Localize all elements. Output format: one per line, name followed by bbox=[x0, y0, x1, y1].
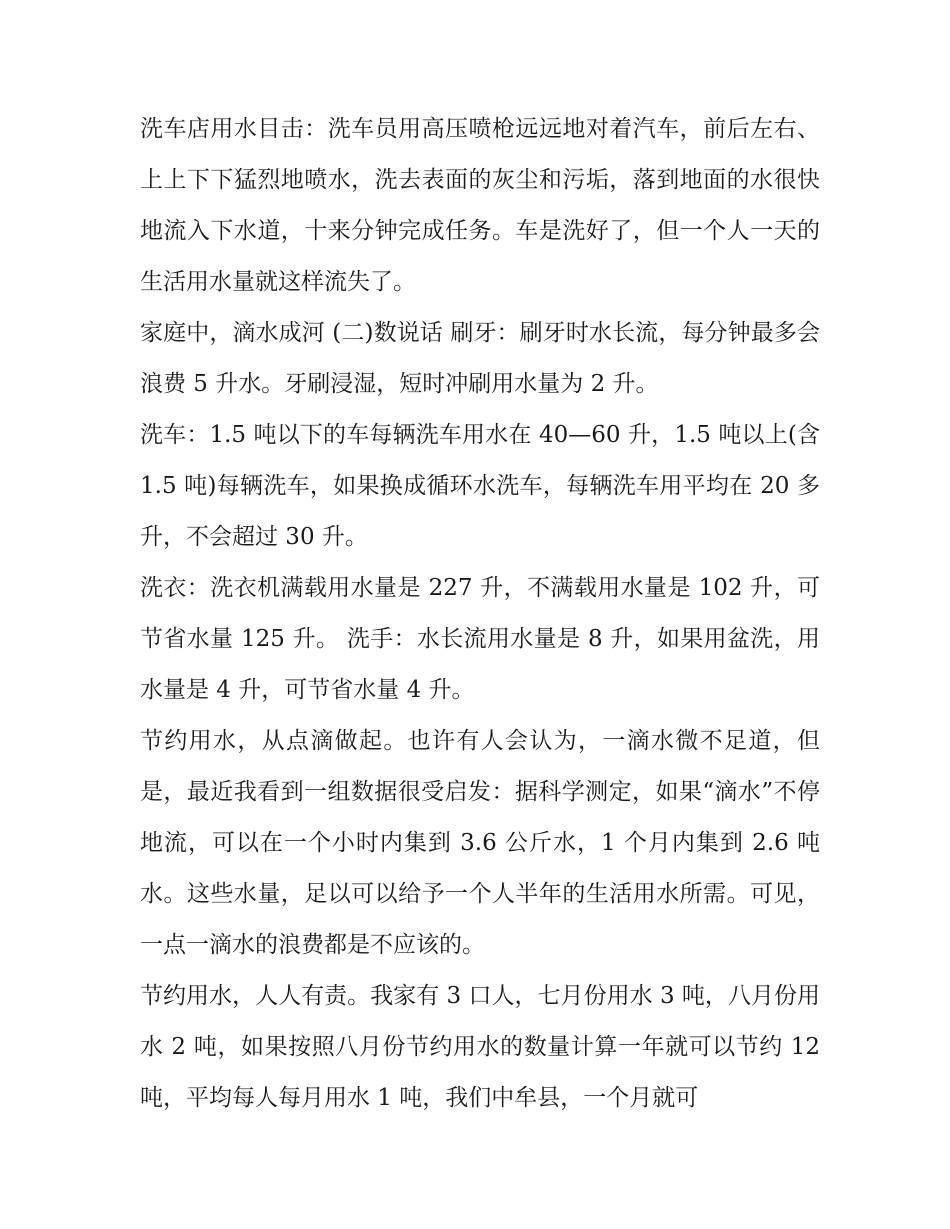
paragraph-laundry-handwashing: 洗衣：洗衣机满载用水量是 227 升，不满载用水量是 102 升，可节省水量 125 升。 洗手：水长流用水量是 8 升，如果用盆洗，用水量是 4 升，可节省水量 4 升。 bbox=[140, 575, 820, 703]
document-body bbox=[140, 104, 828, 1124]
paragraph-car-wash-observation: 洗车店用水目击：洗车员用高压喷枪远远地对着汽车，前后左右、上上下下猛烈地喷水，洗去表面的灰尘和污垢，落到地面的水很快地流入下水道，十来分钟完成任务。车是洗好了，但一个人一天的生活用水量就这样流失了。 bbox=[140, 116, 820, 295]
paragraph-everyone-responsible: 节约用水，人人有责。我家有 3 口人，七月份用水 3 吨，八月份用水 2 吨，如果按照八月份节约用水的数量计算一年就可以节约 12 吨，平均每人每月用水 1 吨，我们中牟县，一个月就可 bbox=[140, 983, 828, 1111]
paragraph-tooth-brushing: 家庭中，滴水成河 (二)数说话 刷牙：刷牙时水长流，每分钟最多会浪费 5 升水。牙刷浸湿，短时冲刷用水量为 2 升。 bbox=[140, 320, 820, 397]
paragraph-car-washing: 洗车：1.5 吨以下的车每辆洗车用水在 40—60 升，1.5 吨以上(含 1.5 吨)每辆洗车，如果换成循环水洗车，每辆洗车用平均在 20 多升，不会超过 30 升。 bbox=[140, 422, 828, 550]
paragraph-drop-by-drop: 节约用水，从点滴做起。也许有人会认为，一滴水微不足道，但是，最近我看到一组数据很受启发：据科学测定，如果“滴水”不停地流，可以在一个小时内集到 3.6 公斤水，1 个月内集到 2.6 吨水。这些水量，足以可以给予一个人半年的生活用水所需。可见，一点一滴水的浪费都是不应该的。 bbox=[140, 728, 820, 958]
